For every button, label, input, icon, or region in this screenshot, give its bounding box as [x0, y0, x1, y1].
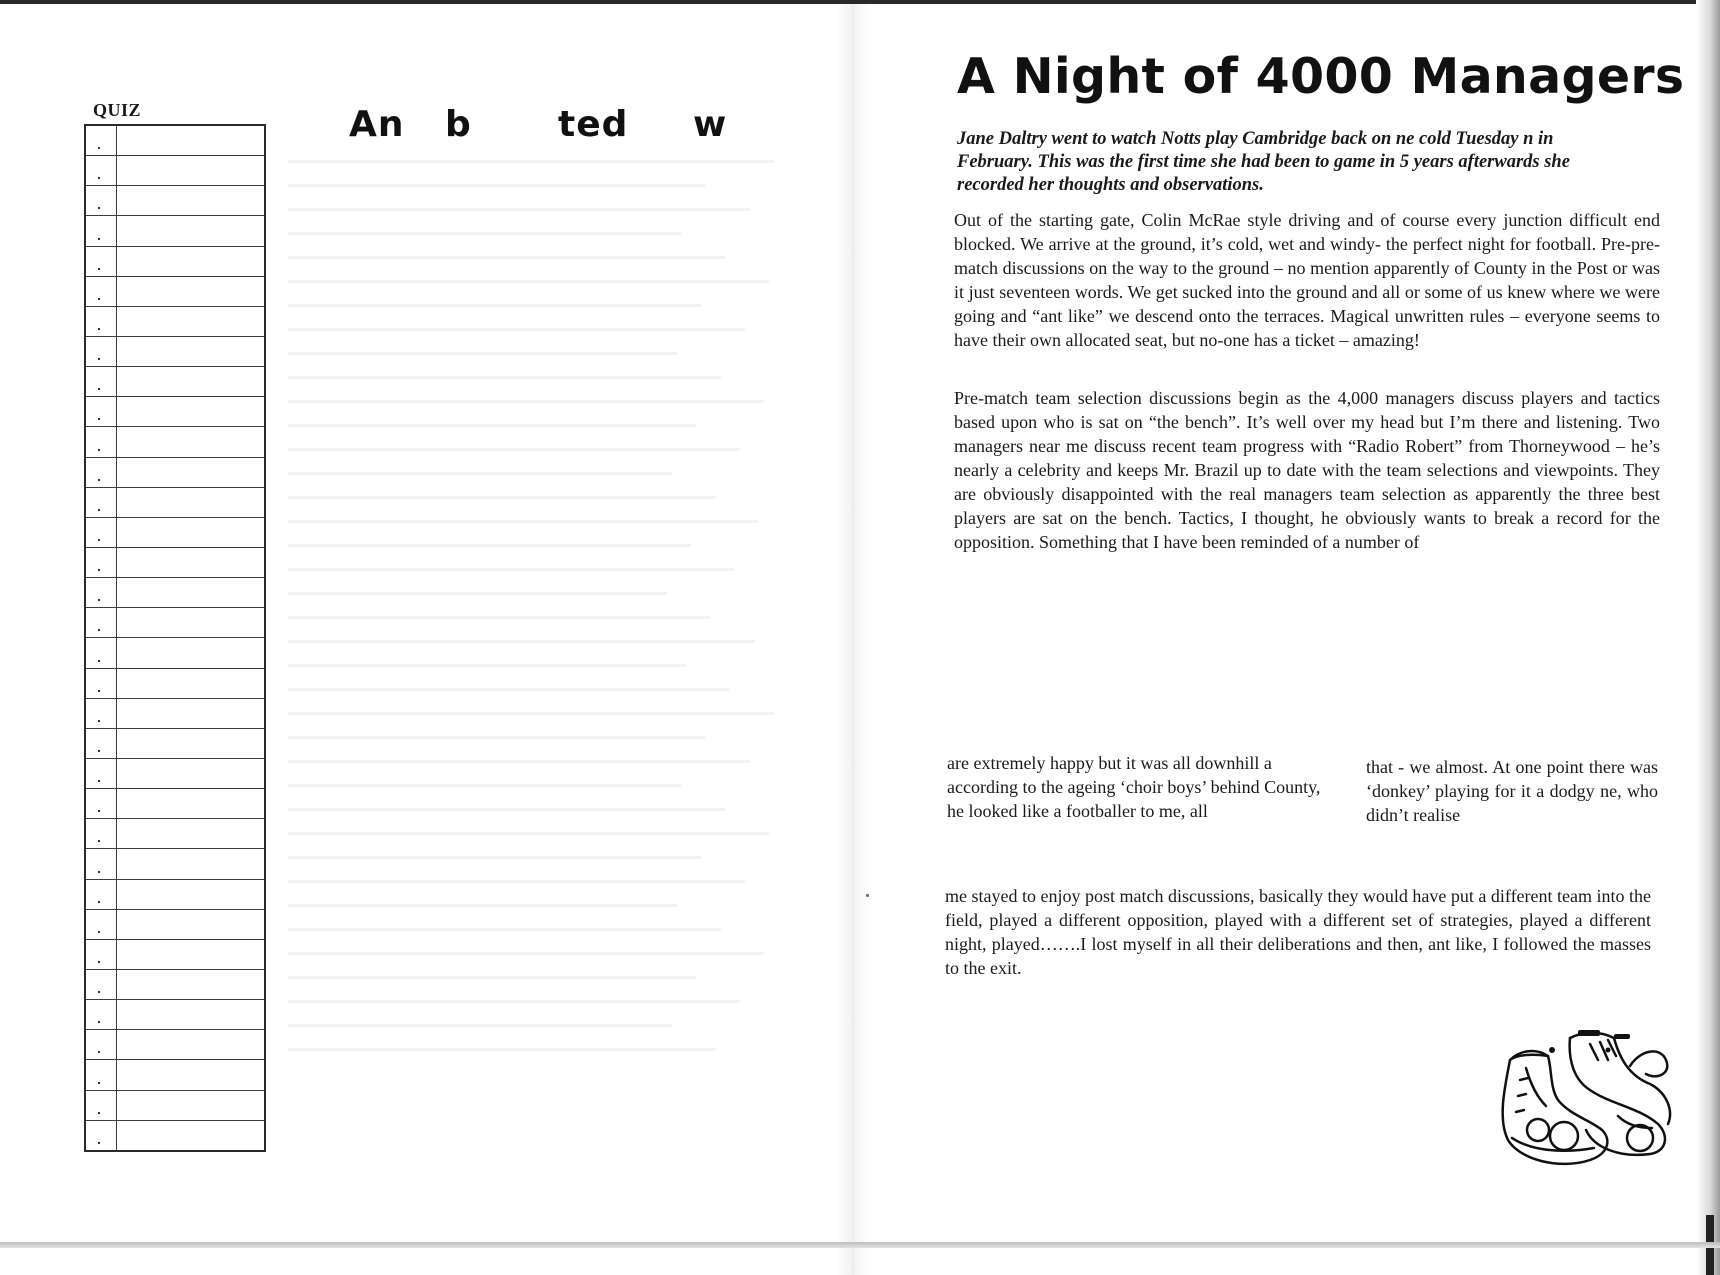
scan-bottom-edge: [0, 1242, 1720, 1248]
quiz-answer-cell: [117, 819, 264, 848]
faded-text-line: [288, 328, 745, 331]
quiz-number-cell: [86, 307, 117, 336]
quiz-answer-cell: [117, 277, 264, 306]
faded-text-line: [288, 496, 716, 499]
quiz-number-cell: [86, 1030, 117, 1059]
quiz-row: [86, 970, 264, 1000]
faded-text-line: [288, 616, 711, 619]
quiz-row: [86, 548, 264, 578]
quiz-number-cell: [86, 1060, 117, 1089]
quiz-row: [86, 880, 264, 910]
faded-text-line: [288, 784, 682, 787]
faded-text-line: [288, 952, 764, 955]
quiz-answer-cell: [117, 849, 264, 878]
quiz-row: [86, 819, 264, 849]
faded-text-line: [288, 1000, 740, 1003]
quiz-answer-cell: [117, 1121, 264, 1150]
faded-text-line: [288, 712, 774, 715]
quiz-number-cell: [86, 277, 117, 306]
quiz-row: [86, 277, 264, 307]
faded-text-line: [288, 1048, 716, 1051]
quiz-row: [86, 307, 264, 337]
article-column-right: that - we almost. At one point there was ‘donkey’ playing for it a dodgy ne, who didn’t realise: [1366, 757, 1658, 825]
quiz-number-cell: [86, 638, 117, 667]
quiz-number-cell: [86, 789, 117, 818]
quiz-number-cell: [86, 729, 117, 758]
article-closing-paragraph: me stayed to enjoy post match discussions, basically they would have put a different team into the field, played a different opposition, played with a different set of strategies, played a different night, played…….I lost myself in all their deliberations and then, ant like, I followed the masses to the exit.: [945, 886, 1652, 978]
quiz-number-cell: [86, 397, 117, 426]
faded-text-line: [288, 376, 721, 379]
quiz-row: [86, 488, 264, 518]
quiz-number-cell: [86, 186, 117, 215]
quiz-row: [86, 1000, 264, 1030]
quiz-number-cell: [86, 1000, 117, 1029]
faded-text-line: [288, 400, 764, 403]
quiz-row: [86, 789, 264, 819]
quiz-number-cell: [86, 849, 117, 878]
faded-text-line: [288, 208, 750, 211]
faded-text-line: [288, 304, 701, 307]
faded-text-line: [288, 592, 667, 595]
page-edge-shadow: [1696, 0, 1720, 1275]
quiz-number-cell: [86, 458, 117, 487]
quiz-row: [86, 578, 264, 608]
quiz-row: [86, 729, 264, 759]
faded-text-line: [288, 184, 706, 187]
quiz-title: QUIZ: [93, 100, 142, 120]
article-paragraph: Pre-match team selection discussions begin as the 4,000 managers discuss players and tactics based upon who is sat on “the bench”. It’s well over my head but I’m there and listening. Two managers near me discuss recent team progress with “Radio Robert” from Thorneywood – he’s nearly a celebrity and keeps Mr. Brazil up to date with the team selections and viewpoints. They are obviously disappointed with the real managers team selection as apparently the three best players are sat on the bench. Tactics, I thought, he obviously wants to break a record for the opposition. Something that I have been reminded of a number of: [954, 388, 1660, 552]
quiz-number-cell: [86, 156, 117, 185]
faded-text-line: [288, 688, 730, 691]
quiz-answer-cell: [117, 970, 264, 999]
quiz-answer-cell: [117, 940, 264, 969]
quiz-number-cell: [86, 337, 117, 366]
quiz-number-cell: [86, 548, 117, 577]
quiz-row: [86, 397, 264, 427]
quiz-answer-cell: [117, 759, 264, 788]
quiz-answer-cell: [117, 910, 264, 939]
faded-heading-word: An: [349, 104, 405, 145]
quiz-number-cell: [86, 518, 117, 547]
quiz-row: [86, 910, 264, 940]
quiz-row: [86, 427, 264, 457]
quiz-answer-cell: [117, 729, 264, 758]
quiz-answer-cell: [117, 337, 264, 366]
quiz-answer-cell: [117, 247, 264, 276]
article-title: A Night of 4000 Managers: [957, 48, 1685, 105]
quiz-answer-cell: [117, 699, 264, 728]
faded-text-line: [288, 832, 769, 835]
quiz-number-cell: [86, 216, 117, 245]
quiz-number-cell: [86, 1091, 117, 1120]
quiz-row: [86, 156, 264, 186]
quiz-answer-cell: [117, 458, 264, 487]
quiz-number-cell: [86, 126, 117, 155]
article-intro: Jane Daltry went to watch Notts play Cambridge back on ne cold Tuesday n in February. This was the first time she had been to game in 5 years afterwards she recorded her thoughts and observations.: [957, 129, 1570, 195]
football-boots-illustration: [1490, 1020, 1680, 1180]
faded-text-block: [288, 160, 774, 1072]
article-column-left: are extremely happy but it was all downhill a according to the ageing ‘choir boys’ behind County, he looked like a footballer to me, all: [947, 753, 1321, 821]
quiz-answer-cell: [117, 488, 264, 517]
quiz-row: [86, 126, 264, 156]
quiz-row: [86, 699, 264, 729]
quiz-row: [86, 518, 264, 548]
faded-text-line: [288, 976, 696, 979]
faded-text-line: [288, 808, 725, 811]
faded-text-line: [288, 352, 677, 355]
quiz-number-cell: [86, 699, 117, 728]
quiz-row: [86, 940, 264, 970]
quiz-number-cell: [86, 578, 117, 607]
quiz-number-cell: [86, 367, 117, 396]
quiz-answer-cell: [117, 1000, 264, 1029]
quiz-row: [86, 608, 264, 638]
quiz-answer-cell: [117, 156, 264, 185]
quiz-number-cell: [86, 488, 117, 517]
faded-heading-word: w: [693, 104, 728, 145]
quiz-number-cell: [86, 910, 117, 939]
quiz-row: [86, 186, 264, 216]
quiz-number-cell: [86, 247, 117, 276]
quiz-answer-cell: [117, 789, 264, 818]
quiz-number-cell: [86, 759, 117, 788]
faded-text-line: [288, 472, 672, 475]
quiz-answer-cell: [117, 518, 264, 547]
quiz-number-cell: [86, 880, 117, 909]
faded-text-line: [288, 736, 706, 739]
quiz-row: [86, 849, 264, 879]
faded-text-line: [288, 760, 750, 763]
quiz-answer-cell: [117, 1030, 264, 1059]
quiz-answer-cell: [117, 548, 264, 577]
quiz-row: [86, 669, 264, 699]
book-spine: [836, 0, 870, 1275]
faded-text-line: [288, 280, 769, 283]
quiz-answer-cell: [117, 186, 264, 215]
quiz-answer-grid: [84, 124, 266, 1152]
quiz-answer-cell: [117, 1091, 264, 1120]
faded-text-line: [288, 856, 701, 859]
quiz-answer-cell: [117, 880, 264, 909]
quiz-row: [86, 1121, 264, 1150]
quiz-number-cell: [86, 970, 117, 999]
quiz-answer-cell: [117, 578, 264, 607]
faded-text-line: [288, 1024, 672, 1027]
faded-text-line: [288, 664, 687, 667]
quiz-row: [86, 337, 264, 367]
faded-text-line: [288, 928, 721, 931]
quiz-answer-cell: [117, 397, 264, 426]
faded-heading-word: ted: [558, 104, 629, 145]
quiz-answer-cell: [117, 638, 264, 667]
quiz-answer-cell: [117, 669, 264, 698]
quiz-answer-cell: [117, 307, 264, 336]
quiz-row: [86, 1060, 264, 1090]
quiz-row: [86, 1091, 264, 1121]
faded-text-line: [288, 904, 677, 907]
quiz-answer-cell: [117, 427, 264, 456]
quiz-number-cell: [86, 669, 117, 698]
faded-text-line: [288, 880, 745, 883]
quiz-row: [86, 1030, 264, 1060]
article-paragraph: Out of the starting gate, Colin McRae style driving and of course every junction difficult end blocked. We arrive at the ground, it’s cold, wet and windy- the perfect night for football. Pre-pre-match discussions on the way to the ground – no mention apparently of County in the Post or was it just seventeen words. We get sucked into the ground and all or some of us knew where we were going and “ant like” we descend onto the terraces. Magical unwritten rules – everyone seems to have their own allocated seat, but no-one has a ticket – amazing!: [954, 210, 1660, 350]
quiz-number-cell: [86, 427, 117, 456]
quiz-row: [86, 216, 264, 246]
quiz-answer-cell: [117, 1060, 264, 1089]
faded-heading-word: b: [445, 104, 472, 145]
quiz-row: [86, 759, 264, 789]
faded-text-line: [288, 160, 774, 163]
quiz-answer-cell: [117, 367, 264, 396]
faded-text-line: [288, 568, 735, 571]
quiz-number-cell: [86, 819, 117, 848]
faded-text-line: [288, 544, 691, 547]
faded-text-line: [288, 640, 755, 643]
quiz-number-cell: [86, 940, 117, 969]
quiz-answer-cell: [117, 608, 264, 637]
faded-text-line: [288, 232, 682, 235]
quiz-row: [86, 638, 264, 668]
quiz-number-cell: [86, 608, 117, 637]
faded-text-line: [288, 448, 740, 451]
quiz-number-cell: [86, 1121, 117, 1150]
faded-text-line: [288, 520, 759, 523]
quiz-answer-cell: [117, 216, 264, 245]
faded-text-line: [288, 256, 725, 259]
quiz-row: [86, 247, 264, 277]
quiz-answer-cell: [117, 126, 264, 155]
quiz-row: [86, 458, 264, 488]
quiz-row: [86, 367, 264, 397]
faded-text-line: [288, 424, 696, 427]
scan-speck: [866, 894, 869, 897]
